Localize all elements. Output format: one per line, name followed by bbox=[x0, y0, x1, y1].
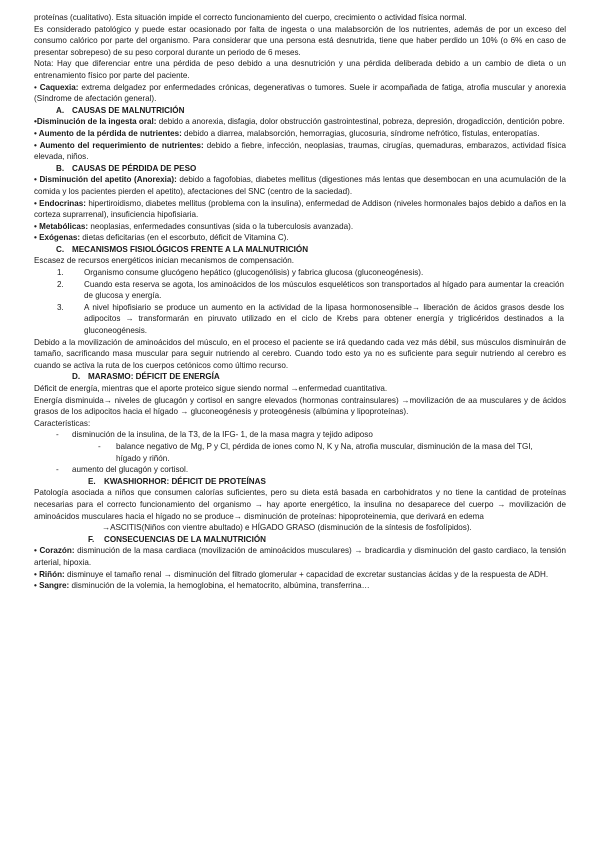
cause-item bbox=[34, 116, 566, 128]
characteristic-item bbox=[34, 429, 566, 441]
step-number: 1. bbox=[57, 268, 64, 278]
section-heading-a bbox=[34, 105, 566, 117]
mechanisms-intro: Escasez de recursos energéticos inician mecanismos de compensación. bbox=[34, 256, 295, 266]
characteristic-subitem bbox=[34, 441, 566, 464]
step-number: 2. bbox=[57, 279, 64, 289]
section-letter: F. bbox=[88, 534, 95, 544]
kwashiorkor-paragraph: Patología asociada a niños que consumen calorías suficientes, pero su dieta está basada en carbohidratos y no tiene la cantidad de proteínas necesarias para el correcto funcionamiento del organismo → hay aporte energético, la insulina no desaparece del cuerpo → movilización de aminoácidos musculares hacia el hígado no se produce→ disminución de proteínas: hipoproteinemia, que derivará en edema bbox=[34, 488, 566, 521]
section-heading-f bbox=[34, 534, 566, 546]
consequence-label: • Riñón: bbox=[34, 569, 65, 579]
consequence-item bbox=[34, 545, 566, 568]
cause-text: dietas deficitarias (en el escorbuto, déficit de Vitamina C). bbox=[80, 233, 289, 243]
section-letter: E. bbox=[88, 476, 96, 486]
step-text: A nivel hipofisiario se produce un aumento en la actividad de la lipasa hormonosensible→ liberación de ácidos grasos desde los adipocitos → transformarán en piruvato utilizado en el ciclo de Krebs para obtener energía y triglicéridos destinados a la gluconeogénesis. bbox=[84, 302, 564, 336]
section-title: CAUSAS DE MALNUTRICIÓN bbox=[72, 105, 185, 115]
section-letter: B. bbox=[56, 163, 65, 173]
mechanism-step bbox=[34, 302, 566, 337]
characteristic-item bbox=[34, 464, 566, 476]
caquexia-paragraph bbox=[34, 82, 566, 105]
section-letter: A. bbox=[56, 105, 65, 115]
mechanisms-closing: Debido a la movilización de aminoácidos del músculo, en el proceso el paciente se irá quedando cada vez más débil, sus músculos disminuirán de tamaño, sacrificando masa muscular para seguir nutriendo al cerebro. Cuando todo esto ya no es suficiente para seguir nutriendo al cerebro es cuando se activa la ruta de los cuerpos cetónicos como último recurso. bbox=[34, 337, 566, 370]
marasmo-paragraph-2: Energía disminuida→ niveles de glucagón y cortisol en sangre elevados (hormonas contrainsulares) →movilización de aa musculares y de ácidos grasos de los adipocitos hacia el hígado → gluconeogénesis y proteogénesis (albúmina y lipoproteínas). bbox=[34, 395, 566, 417]
section-title: CONSECUENCIAS DE LA MALNUTRICIÓN bbox=[104, 534, 267, 544]
cause-item bbox=[34, 221, 566, 233]
characteristic-text: aumento del glucagón y cortisol. bbox=[72, 465, 189, 475]
section-heading-b bbox=[34, 163, 566, 175]
consequence-text: disminución de la volemia, la hemoglobina, el hematocrito, albúmina, transferrina… bbox=[69, 581, 370, 591]
consequence-label: • Corazón: bbox=[34, 546, 75, 556]
step-text: Cuando esta reserva se agota, los aminoácidos de los músculos esqueléticos son transportados al hígado para aumentar la creación de glucosa y energía. bbox=[84, 279, 564, 301]
marasmo-paragraph-1: Déficit de energía, mientras que el aporte proteico sigue siendo normal →enfermedad cuantitativa. bbox=[34, 384, 388, 393]
cause-item bbox=[34, 140, 566, 163]
cause-text: neoplasias, enfermedades consuntivas (sida o la tuberculosis avanzada). bbox=[88, 221, 354, 231]
cause-text: debido a anorexia, disfagia, dolor obstrucción gastrointestinal, pobreza, depresión, drogadicción, dentición pobre. bbox=[156, 117, 565, 127]
bullet-mark: • bbox=[34, 82, 37, 92]
section-title: CAUSAS DE PÉRDIDA DE PESO bbox=[72, 163, 197, 173]
consequence-text: disminución de la masa cardiaca (movilización de aminoácidos musculares) → bradicardia y disminución del gasto cardiaco, la tensión arterial, hipoxia. bbox=[34, 546, 566, 567]
consequence-item bbox=[34, 580, 566, 592]
section-title: MARASMO: DÉFICIT DE ENERGÍA bbox=[88, 372, 220, 382]
consequence-label: • Sangre: bbox=[34, 581, 70, 591]
cause-label: •Disminución de la ingesta oral: bbox=[34, 117, 157, 127]
intro-note: Nota: Hay que diferenciar entre una pérdida de peso debido a una desnutrición y una pérdida deliberada debido a un cambio de dieta o un entrenamiento físico por parte del paciente. bbox=[34, 59, 566, 80]
step-number: 3. bbox=[57, 302, 64, 312]
cause-text: hipertiroidismo, diabetes mellitus (problema con la insulina), enfermedad de Addison (niveles hormonales bajos debido a daños en la corteza suprarrenal), insuficiencia hipofisiaria. bbox=[34, 198, 567, 220]
cause-text: debido a fagofobias, diabetes mellitus (digestiones más lentas que desembocan en una acumulación de la comida y los pacientes pierden el apetito), afectaciones del SNC (centro de la saciedad). bbox=[34, 175, 566, 196]
caquexia-text: extrema delgadez por enfermedades crónicas, degenerativas o tumores. Suele ir acompañada de fatiga, atrofia muscular y anorexia (Síndrome de afectación general). bbox=[34, 82, 566, 104]
cause-item bbox=[34, 174, 566, 197]
section-letter: D. bbox=[72, 372, 81, 382]
step-text: Organismo consume glucógeno hepático (glucogenólisis) y fabrica glucosa (gluconeogénesis). bbox=[84, 268, 424, 278]
section-title: KWASHIORHOR: DÉFICIT DE PROTEÍNAS bbox=[104, 476, 266, 486]
characteristics-label: Características: bbox=[34, 418, 91, 428]
caquexia-label: Caquexia: bbox=[39, 82, 79, 92]
cause-text: debido a fiebre, infección, neoplasias, traumas, cirugías, quemaduras, embarazos, actividad física elevada, niños. bbox=[34, 140, 566, 162]
section-heading-c bbox=[34, 244, 566, 256]
intro-paragraph-1: proteínas (cualitativo). Esta situación impide el correcto funcionamiento del cuerpo, crecimiento o actividad física normal. bbox=[34, 13, 467, 22]
consequence-text: disminuye el tamaño renal → disminución del filtrado glomerular + capacidad de excretar sustancias ácidas y de la respuesta de ADH. bbox=[64, 569, 549, 579]
cause-item bbox=[34, 232, 566, 244]
characteristic-text: balance negativo de Mg, P y Cl, pérdida de iones como N, K y Na, atrofia muscular, disminución de la masa del TGI, hígado y riñón. bbox=[116, 441, 533, 463]
section-letter: C. bbox=[56, 244, 65, 254]
cause-label: • Metabólicas: bbox=[34, 221, 89, 231]
cause-item bbox=[34, 198, 566, 221]
mechanism-steps bbox=[34, 267, 566, 337]
cause-label: • Exógenas: bbox=[34, 233, 81, 243]
cause-label: • Disminución del apetito (Anorexia): bbox=[34, 175, 177, 185]
cause-item bbox=[34, 128, 566, 140]
section-title: MECANISMOS FISIOLÓGICOS FRENTE A LA MALNUTRICIÓN bbox=[72, 244, 309, 254]
consequence-item bbox=[34, 569, 566, 581]
characteristic-text: disminución de la insulina, de la T3, de la IFG- 1, de la masa magra y tejido adiposo bbox=[72, 430, 373, 440]
cause-label: • Aumento de la pérdida de nutrientes: bbox=[34, 128, 182, 138]
dash-mark: - bbox=[56, 465, 59, 475]
intro-paragraph-2: Es considerado patológico y puede estar ocasionado por falta de ingesta o una malabsorción de los nutrientes, además de por un exceso del consumo calórico por parte del organismo. Para considerar que una persona está desnutrida, tiene que haber perdido un 10% (o 6% en caso de presentar sobrepeso) de su peso corporal durante un periodo de 6 meses. bbox=[34, 24, 566, 57]
dash-mark: - bbox=[56, 430, 59, 440]
cause-label: • Aumento del requerimiento de nutrientes: bbox=[34, 140, 204, 150]
mechanism-step bbox=[34, 267, 566, 279]
section-heading-d bbox=[34, 371, 566, 383]
kwashiorkor-consequence: →ASCITIS(Niños con vientre abultado) e HÍGADO GRASO (disminución de la síntesis de fosfolípidos). bbox=[102, 523, 472, 533]
cause-text: debido a diarrea, malabsorción, hemorragias, glucosuria, síndrome nefrótico, fístulas, enteropatías. bbox=[181, 128, 540, 138]
mechanism-step bbox=[34, 279, 566, 302]
dash-mark: - bbox=[98, 441, 101, 451]
section-heading-e bbox=[34, 476, 566, 488]
cause-label: • Endocrinas: bbox=[34, 198, 86, 208]
